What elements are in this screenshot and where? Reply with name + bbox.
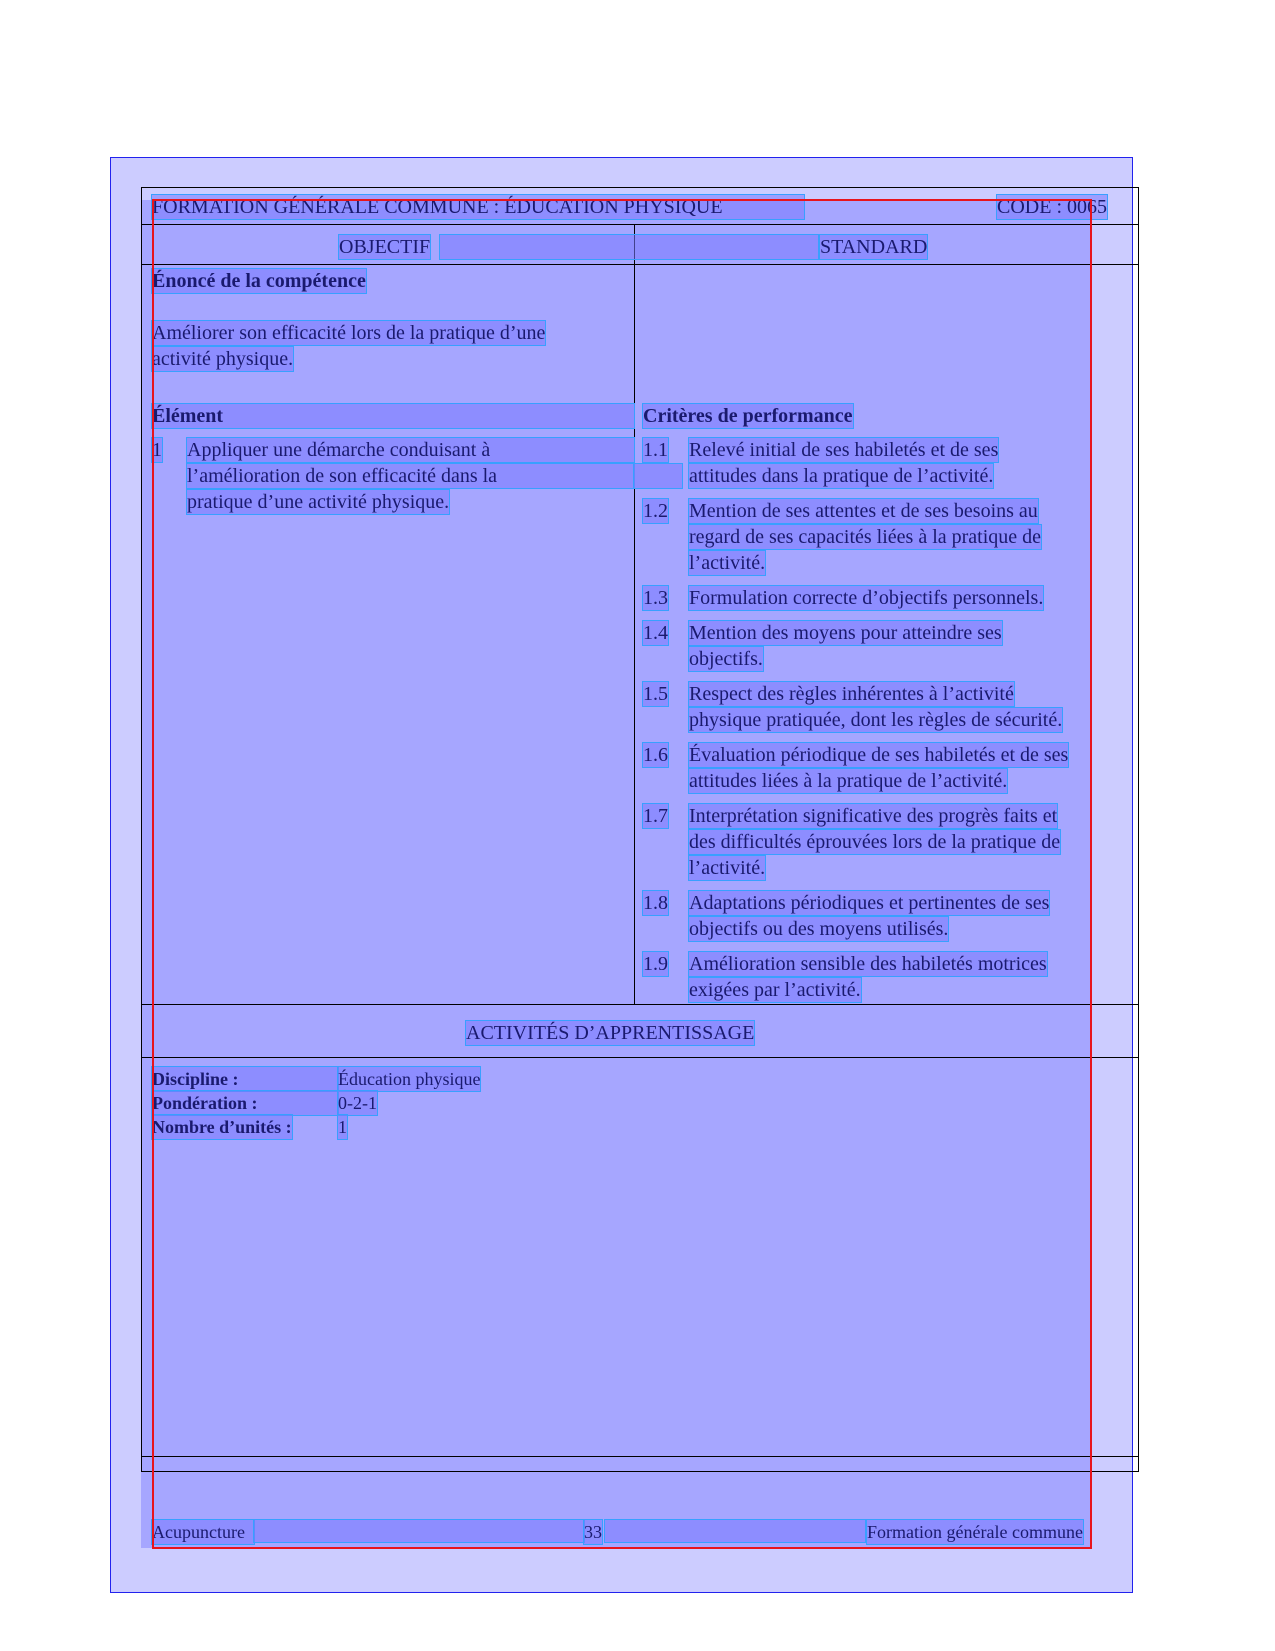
critere-line: Évaluation périodique de ses habiletés et de ses (689, 744, 1069, 766)
critere-connector (634, 464, 682, 488)
critere-line: Formulation correcte d’objectifs personnels. (689, 587, 1044, 609)
critere-line: l’activité. (689, 857, 766, 879)
competence-line-1: Améliorer son efficacité lors de la pratique d’une (152, 322, 546, 344)
critere-number: 1.6 (643, 744, 668, 766)
column-separator (634, 224, 635, 1004)
critere-number: 1.1 (643, 439, 668, 461)
activites-heading: ACTIVITÉS D’APPRENTISSAGE (466, 1022, 755, 1044)
critere-line: Respect des règles inhérentes à l’activité (689, 683, 1014, 705)
column-objectif: OBJECTIF (339, 236, 431, 258)
unites-label: Nombre d’unités : (152, 1117, 292, 1137)
table-bottom (141, 1456, 1139, 1457)
columns-divider (141, 264, 1139, 265)
critere-line: Adaptations périodiques et pertinentes de ses (689, 892, 1050, 914)
critere-number: 1.7 (643, 805, 668, 827)
element-line-3: pratique d’une activité physique. (187, 491, 450, 513)
critere-number: 1.4 (643, 622, 668, 644)
footer-left: Acupuncture (152, 1520, 254, 1544)
critere-line: exigées par l’activité. (689, 979, 861, 1001)
critere-line: Mention de ses attentes et de ses besoins au (689, 500, 1038, 522)
critere-line: des difficultés éprouvées lors de la pratique de (689, 831, 1061, 853)
footer-bar (605, 1520, 865, 1542)
column-standard: STANDARD (820, 236, 928, 258)
critere-number: 1.2 (643, 500, 668, 522)
competence-heading: Énoncé de la compétence (152, 270, 366, 292)
header-divider (141, 224, 1139, 225)
critere-line: objectifs. (689, 648, 763, 670)
footer-bar (254, 1520, 584, 1542)
element-number: 1 (152, 439, 162, 461)
critere-number: 1.9 (643, 953, 668, 975)
unites-value: 1 (338, 1117, 347, 1137)
header-code: CODE : 0065 (997, 196, 1107, 218)
competence-line-2: activité physique. (152, 348, 294, 370)
critere-line: l’activité. (689, 552, 766, 574)
critere-line: Relevé initial de ses habiletés et de ses (689, 439, 999, 461)
element-line-2: l’amélioration de son efficacité dans la (187, 464, 634, 488)
header-title: FORMATION GÉNÉRALE COMMUNE : ÉDUCATION PHYSIQUE (152, 195, 804, 219)
critere-line: Amélioration sensible des habiletés motrices (689, 953, 1047, 975)
critere-line: regard de ses capacités liées à la pratique de (689, 526, 1042, 548)
discipline-value: Éducation physique (338, 1069, 481, 1089)
critere-line: objectifs ou des moyens utilisés. (689, 918, 949, 940)
critere-line: physique pratiquée, dont les règles de sécurité. (689, 709, 1063, 731)
ponderation-label: Pondération : (152, 1091, 338, 1115)
critere-number: 1.8 (643, 892, 668, 914)
footer-right: Formation générale commune (867, 1522, 1083, 1542)
activities-top-divider (141, 1004, 1139, 1005)
critere-number: 1.5 (643, 683, 668, 705)
critere-line: attitudes dans la pratique de l’activité. (689, 465, 994, 487)
element-heading: Élément (152, 404, 634, 428)
activities-bottom-divider (141, 1057, 1139, 1058)
critere-line: Interprétation significative des progrès faits et (689, 805, 1058, 827)
critere-line: attitudes liées à la pratique de l’activité. (689, 770, 1008, 792)
footer-page-number: 33 (584, 1522, 602, 1542)
ponderation-value: 0-2-1 (338, 1093, 377, 1113)
criteres-heading: Critères de performance (643, 405, 853, 427)
column-bar (440, 235, 818, 259)
critere-number: 1.3 (643, 587, 668, 609)
discipline-label: Discipline : (152, 1067, 338, 1091)
critere-line: Mention des moyens pour atteindre ses (689, 622, 1002, 644)
element-line-1: Appliquer une démarche conduisant à (187, 438, 634, 462)
